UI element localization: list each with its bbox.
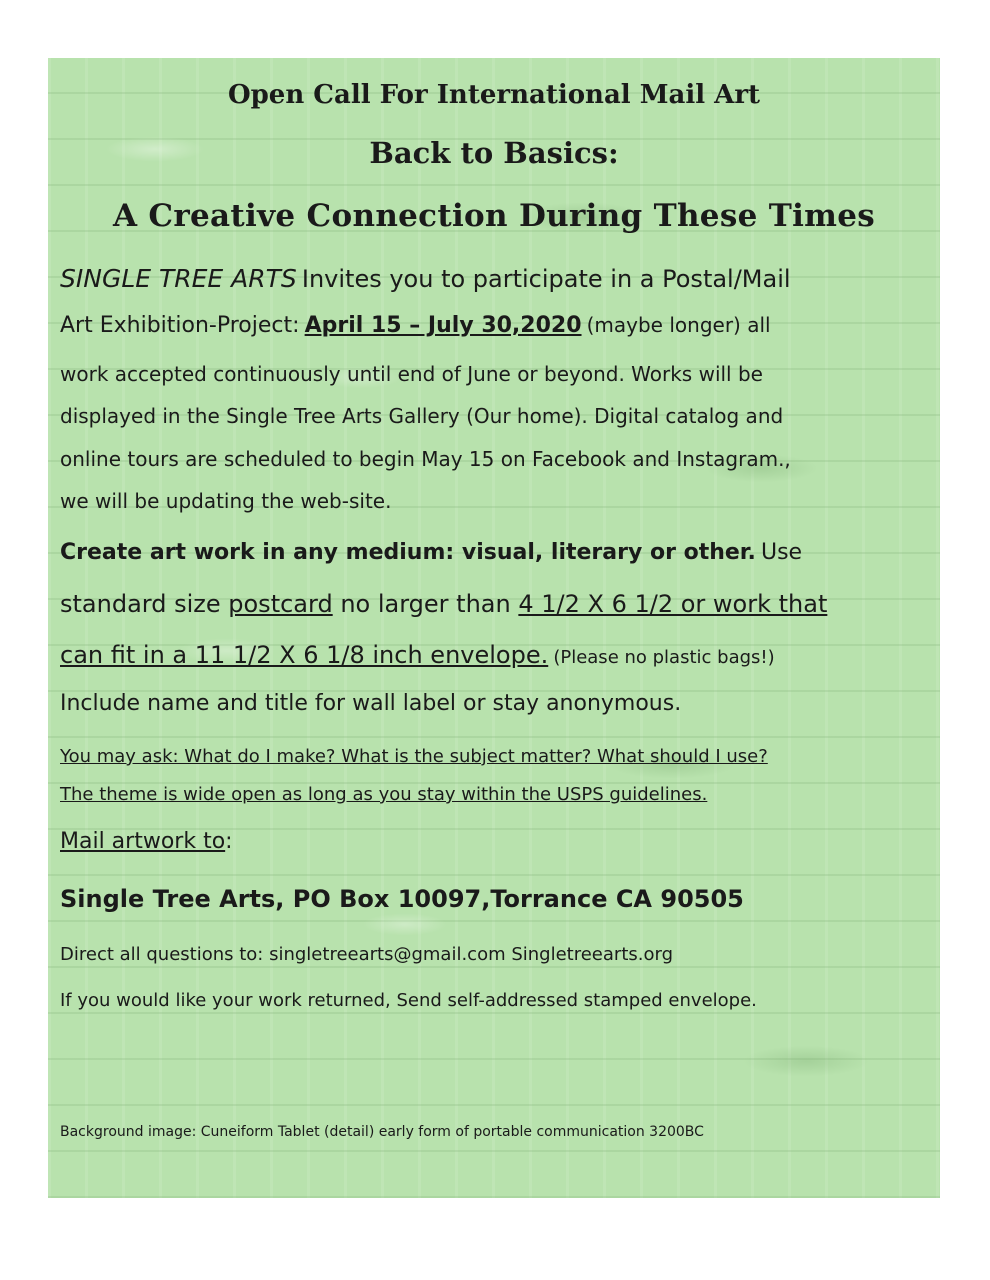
intro-line-2 [60,313,771,338]
mail-label: Mail artwork to [60,829,226,854]
create-use: Use [760,540,803,565]
org-name: SINGLE TREE ARTS [60,264,297,293]
wall-label-line: Include name and title for wall label or stay anonymous. [60,691,682,716]
create-line-2 [60,590,827,618]
intro-project-text: Art Exhibition-Project: [60,313,300,338]
mail-label-colon: : [225,829,233,854]
intro-line-5: online tours are scheduled to begin May 15 on Facebook and Instagram., [60,447,791,471]
mail-address: Single Tree Arts, PO Box 10097,Torrance CA 90505 [60,885,744,913]
ask-line-2: The theme is wide open as long as you stay within the USPS guidelines. [60,784,708,805]
ask-line-1: You may ask: What do I make? What is the subject matter? What should I use? [60,746,768,767]
postcard-size: 4 1/2 X 6 1/2 or work that [518,590,828,618]
back-to-basics-heading: Back to Basics: [369,136,619,170]
intro-line-3: work accepted continuously until end of June or beyond. Works will be [60,362,763,386]
intro-line-6: we will be updating the web-site. [60,489,392,513]
creative-connection-heading: A Creative Connection During These Times [112,198,876,234]
questions-line: Direct all questions to: singletreearts@gmail.com Singletreearts.org [60,944,673,965]
background-credit: Background image: Cuneiform Tablet (detail) early form of portable communication 3200BC [60,1124,704,1140]
intro-maybe-longer: (maybe longer) all [586,313,771,337]
mail-label-line [60,829,233,854]
create-line-3 [60,641,775,669]
intro-line-1 [60,264,791,293]
no-larger-than-text: no larger than [340,590,511,618]
intro-invite-text: Invites you to participate in a Postal/Mail [301,265,791,293]
standard-size-text: standard size [60,590,221,618]
intro-line-4: displayed in the Single Tree Arts Gallery (Our home). Digital catalog and [60,404,784,428]
return-line: If you would like your work returned, Send self-addressed stamped envelope. [60,990,757,1011]
no-plastic-note: (Please no plastic bags!) [553,647,775,668]
postcard-text: postcard [228,590,333,618]
exhibition-dates: April 15 – July 30,2020 [304,313,582,338]
create-line-1 [60,540,802,565]
flyer [48,58,940,1198]
create-bold-text: Create art work in any medium: visual, literary or other. [60,540,756,565]
envelope-size: can fit in a 11 1/2 X 6 1/8 inch envelope. [60,641,549,669]
open-call-heading: Open Call For International Mail Art [227,80,761,110]
